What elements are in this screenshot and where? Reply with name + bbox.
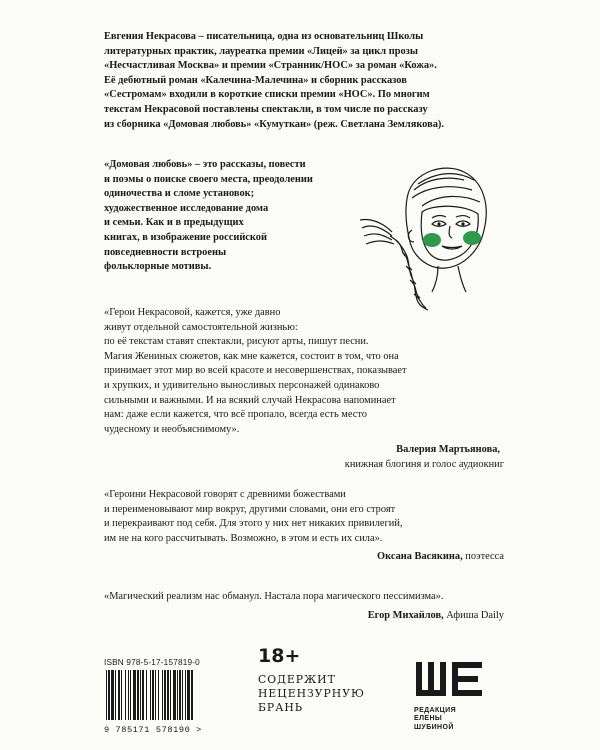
description-line: повседневности встроены	[104, 246, 227, 258]
barcode-digits: 9 785171 578190 >	[104, 725, 202, 735]
quote-line: принимает этот мир во всей красоте и несовершенствах, показывает	[104, 365, 407, 377]
barcode-bar	[111, 670, 114, 720]
barcode-bar	[133, 670, 136, 720]
description-line: книгах, в изображение российской	[104, 231, 267, 243]
barcode-bar	[146, 670, 147, 720]
publisher-caption-line: ЕЛЕНЫ ШУБИНОЙ	[414, 715, 454, 731]
quote-line: по её текстам ставят спектакли, рисуют арты, пишут песни.	[104, 336, 369, 348]
braid	[390, 236, 428, 310]
quote-line: «Героини Некрасовой говорят с древними божествами	[104, 489, 346, 500]
quote-line: сильными и важными. И на всякий случай Некрасова напоминает	[104, 394, 396, 406]
warning-line: СОДЕРЖИТ	[258, 673, 336, 686]
quote-author: Оксана Васякина,	[377, 551, 463, 563]
quote-author: Валерия Мартьянова,	[396, 444, 500, 456]
quote-line: и перекраивают под себя. Для этого у них нет никаких привилегий,	[104, 518, 403, 530]
bio-line: из сборника «Домовая любовь» «Кумуткан» (реж. Светлана Землякова).	[104, 118, 444, 130]
publisher-caption-line: РЕДАКЦИЯ	[414, 707, 457, 714]
description-line: фольклорные мотивы.	[104, 261, 212, 273]
hair-strands	[412, 174, 480, 206]
girl-portrait-illustration	[352, 154, 502, 314]
barcode-bar	[142, 670, 144, 720]
quote-line: «Магический реализм нас обманул. Настала пора магического пессимизма».	[104, 591, 444, 602]
publisher-mark-icon	[414, 660, 484, 700]
right-cheek-blush	[463, 231, 481, 245]
isbn-barcode-block	[104, 658, 228, 735]
mouth	[442, 246, 462, 249]
quote-line: живут отдельной самостоятельной жизнью:	[104, 321, 298, 333]
head-outline	[406, 168, 486, 268]
description-line: художественное исследование дома	[104, 202, 269, 214]
quote-line: им не на кого рассчитывать. Возможно, в этом и есть их сила».	[104, 532, 383, 544]
barcode-bar	[185, 670, 186, 720]
age-rating: 18+	[258, 645, 301, 667]
barcode-bar	[152, 670, 154, 720]
bio-line: текстам Некрасовой поставлены спектакли, в том числе по рассказу	[104, 103, 428, 115]
bio-line: Евгения Некрасова – писательница, одна из основательниц Школы	[104, 31, 424, 42]
barcode-bar	[170, 670, 171, 720]
bio-line: «Сестромам» входили в короткие списки премии «НОС». По многим	[104, 89, 430, 101]
profanity-warning	[258, 673, 365, 715]
publisher-logo	[414, 660, 484, 732]
isbn-label: ISBN 978-5-17-157819-0	[104, 658, 200, 667]
quote-line: чудесному и необъяснимому».	[104, 423, 240, 435]
barcode-bar	[125, 670, 126, 720]
book-description	[104, 158, 344, 275]
barcode-bar	[177, 670, 178, 720]
braid-tassel	[360, 220, 394, 245]
barcode	[104, 670, 228, 720]
barcode-bar	[187, 670, 190, 720]
quote-attribution	[104, 550, 504, 565]
barcode-bar	[164, 670, 166, 720]
quote-author-role: Афиша Daily	[446, 609, 504, 621]
quote-line: Магия Жениных сюжетов, как мне кажется, состоит в том, что она	[104, 350, 399, 362]
author-bio	[104, 30, 504, 132]
left-cheek-blush	[423, 233, 441, 247]
barcode-bar	[118, 670, 120, 720]
quote-line: и хрупких, и удивительно выносливых персонажей одинаково	[104, 379, 380, 391]
quote-attribution	[104, 443, 504, 472]
quote-mikhailov	[104, 590, 504, 623]
barcode-bar	[173, 670, 176, 720]
barcode-bar	[158, 670, 159, 720]
barcode-bar	[179, 670, 181, 720]
barcode-bar	[108, 670, 110, 720]
description-line: и семьи. Как и в предыдущих	[104, 217, 244, 229]
barcode-bar	[137, 670, 139, 720]
quote-author: Егор Михайлов,	[367, 609, 444, 621]
quote-author-role: книжная блогиня и голос аудиокниг	[344, 458, 504, 470]
quote-attribution	[104, 609, 504, 624]
barcode-bar	[191, 670, 193, 720]
barcode-bar	[162, 670, 163, 720]
barcode-bar	[128, 670, 129, 720]
quote-vasyakina	[104, 488, 504, 565]
description-line: и поэмы о поиске своего места, преодолении	[104, 173, 313, 185]
barcode-bar	[130, 670, 131, 720]
quote-author-role: поэтесса	[465, 551, 504, 563]
barcode-bar	[140, 670, 141, 720]
bio-line: литературных практик, лауреатка премии «Лицей» за цикл прозы	[104, 45, 418, 57]
description-line: «Домовая любовь» – это рассказы, повести	[104, 159, 306, 170]
nose	[449, 226, 452, 238]
quote-martyanova	[104, 306, 504, 473]
barcode-bar	[155, 670, 156, 720]
warning-line: НЕЦЕНЗУРНУЮ	[258, 687, 365, 700]
warning-line: БРАНЬ	[258, 701, 304, 714]
barcode-bar	[167, 670, 169, 720]
barcode-bar	[150, 670, 151, 720]
publisher-caption	[414, 707, 484, 732]
barcode-bar	[182, 670, 183, 720]
quote-line: «Герои Некрасовой, кажется, уже давно	[104, 307, 281, 318]
quote-line: и переименовывают мир вокруг, другими словами, они его строят	[104, 503, 396, 515]
bio-line: Её дебютный роман «Калечина-Малечина» и сборник рассказов	[104, 74, 407, 86]
quote-line: нам: даже если кажется, что всё пропало, всегда есть место	[104, 409, 367, 421]
bio-line: «Несчастливая Москва» и премии «Странник/НОС» за роман «Кожа».	[104, 60, 437, 72]
description-line: одиночества и сломе установок;	[104, 188, 255, 200]
barcode-bar	[121, 670, 122, 720]
barcode-bar	[115, 670, 116, 720]
barcode-bar	[106, 670, 107, 720]
